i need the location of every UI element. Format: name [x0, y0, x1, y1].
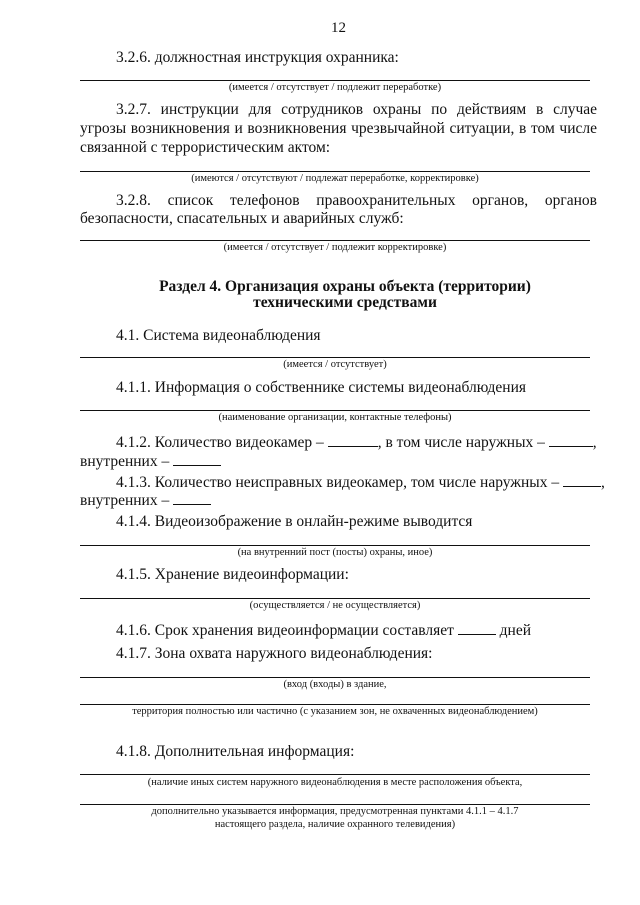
fill-line-4-1-5[interactable] — [80, 598, 590, 599]
item-4-1-6-part2: дней — [499, 622, 531, 639]
item-4-1-4-text: 4.1.4. Видеоизображение в онлайн-режиме выводится — [116, 513, 473, 530]
fill-line-3-2-8[interactable] — [80, 240, 590, 241]
fill-line-4-1-4[interactable] — [80, 545, 590, 546]
item-4-1-3-part1: 4.1.3. Количество неисправных видеокамер, том числе наружных – — [116, 474, 560, 491]
cameras-total-blank[interactable] — [328, 432, 378, 447]
item-4-1-2-line2 — [80, 451, 221, 471]
item-4-1-5-text: 4.1.5. Хранение видеоинформации: — [116, 566, 349, 583]
cameras-outdoor-blank[interactable] — [549, 432, 593, 447]
fill-line-4-1[interactable] — [80, 357, 590, 358]
fill-line-4-1-7b[interactable] — [80, 704, 590, 705]
item-3-2-7-line3: связанной с террористическим актом: — [80, 139, 331, 156]
fill-line-3-2-6[interactable] — [80, 80, 590, 81]
hint-4-1-8a: (наличие иных систем наружного видеонаблюдения в месте расположения объекта, — [147, 777, 523, 788]
hint-4-1-8b: дополнительно указывается информация, предусмотренная пунктами 4.1.1 – 4.1.7 — [151, 806, 519, 817]
hint-3-2-8: (имеется / отсутствует / подлежит корректировке) — [223, 242, 447, 253]
hint-4-1-7b: территория полностью или частично (с указанием зон, не охваченных видеонаблюдением) — [132, 706, 538, 717]
cameras-indoor-blank[interactable] — [173, 451, 221, 466]
item-4-1-2-line1 — [116, 432, 597, 452]
hint-4-1-4: (на внутренний пост (посты) охраны, иное) — [237, 547, 433, 558]
item-4-1-3-indoor-label: внутренних – — [80, 492, 170, 509]
fill-line-4-1-8b[interactable] — [80, 804, 590, 805]
hint-4-1: (имеется / отсутствует) — [283, 359, 387, 370]
item-4-1-2-part3: , — [592, 434, 597, 451]
item-4-1-3-line1 — [116, 472, 605, 492]
hint-4-1-8c: настоящего раздела, наличие охранного телевидения) — [214, 819, 456, 830]
item-3-2-8-line2: безопасности, спасательных и аварийных служб: — [80, 210, 404, 227]
item-4-1-6-part1: 4.1.6. Срок хранения видеоинформации составляет — [116, 622, 454, 639]
page-number: 12 — [331, 20, 346, 36]
fill-line-4-1-1[interactable] — [80, 410, 590, 411]
hint-4-1-7a: (вход (входы) в здание, — [283, 679, 387, 690]
item-4-1-3-part2: , — [600, 474, 605, 491]
item-4-1-8-text: 4.1.8. Дополнительная информация: — [116, 743, 355, 760]
section-4-heading-line1: Раздел 4. Организация охраны объекта (территории) — [159, 278, 531, 295]
hint-4-1-1: (наименование организации, контактные телефоны) — [218, 412, 452, 423]
item-4-1-3-line2 — [80, 490, 211, 510]
hint-3-2-7: (имеются / отсутствуют / подлежат переработке, корректировке) — [191, 173, 479, 184]
item-4-1-2-indoor-label: внутренних – — [80, 453, 170, 470]
hint-4-1-5: (осуществляется / не осуществляется) — [249, 600, 421, 611]
fill-line-3-2-7[interactable] — [80, 171, 590, 172]
section-4-heading-line2: техническими средствами — [253, 294, 437, 311]
fill-line-4-1-7a[interactable] — [80, 677, 590, 678]
item-4-1-2-part2: , в том числе наружных – — [377, 434, 545, 451]
item-4-1-1-text: 4.1.1. Информация о собственнике системы видеонаблюдения — [116, 379, 527, 396]
fill-line-4-1-8a[interactable] — [80, 774, 590, 775]
item-3-2-7-line2: угрозы возникновения и возникновения чрезвычайной ситуации, в том числе — [80, 120, 597, 137]
item-4-1-2-part1: 4.1.2. Количество видеокамер – — [116, 434, 324, 451]
item-4-1-text: 4.1. Система видеонаблюдения — [116, 327, 321, 344]
storage-days-blank[interactable] — [458, 620, 496, 635]
section-4-heading — [80, 279, 610, 311]
item-4-1-7-text: 4.1.7. Зона охвата наружного видеонаблюдения: — [116, 645, 433, 662]
item-3-2-7-line1: 3.2.7. инструкции для сотрудников охраны по действиям в случае — [116, 101, 597, 118]
item-4-1-6-text — [116, 620, 531, 640]
hint-3-2-6: (имеется / отсутствует / подлежит переработке) — [228, 82, 442, 93]
item-3-2-8-line1: 3.2.8. список телефонов правоохранительных органов, органов — [116, 192, 597, 209]
item-3-2-6-text: 3.2.6. должностная инструкция охранника: — [116, 49, 399, 66]
faulty-indoor-blank[interactable] — [173, 490, 211, 505]
faulty-outdoor-blank[interactable] — [563, 472, 601, 487]
